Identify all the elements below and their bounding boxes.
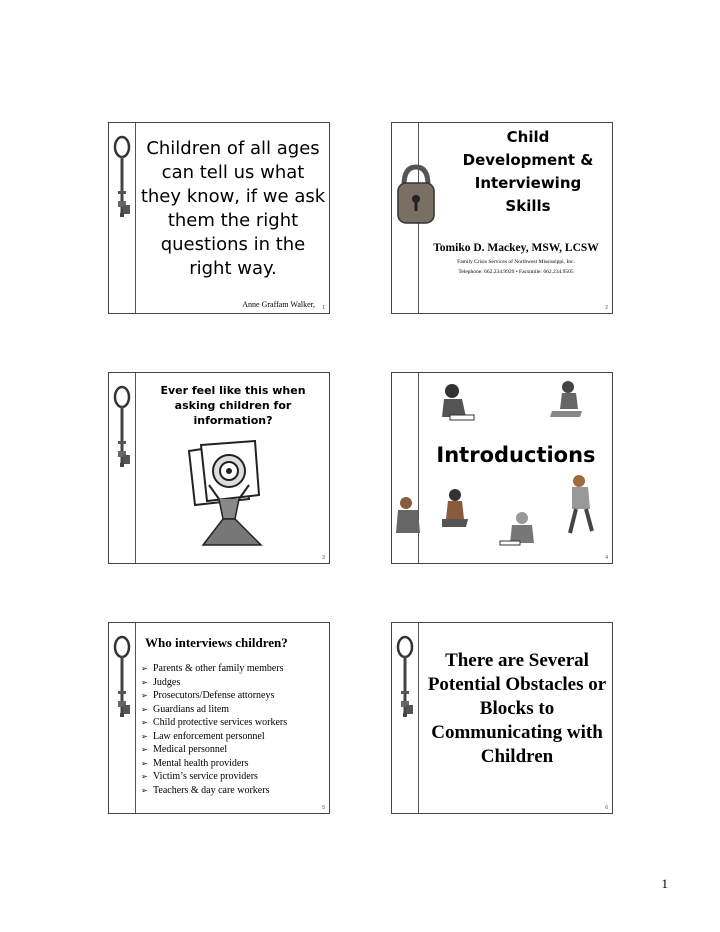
slide-1-attribution: Anne Graffam Walker, xyxy=(242,300,315,309)
padlock-strip xyxy=(392,123,419,313)
list-item: ➢ Prosecutors/Defense attorneys xyxy=(141,689,287,703)
slide-6 xyxy=(391,622,613,814)
key-icon xyxy=(109,381,135,481)
slide-2-org: Family Crisis Services of Northwest Mississippi, Inc. xyxy=(457,259,575,265)
slide-3-text: Ever feel like this when asking children for information? xyxy=(160,384,306,427)
slide-number: 5 xyxy=(322,805,325,811)
slide-number: 2 xyxy=(605,305,608,311)
slide-3 xyxy=(108,372,330,564)
key-icon xyxy=(392,631,418,731)
list-item: ➢ Mental health providers xyxy=(141,757,287,771)
slide-1-text: Children of all ages can tell us what they know, if we ask them the right questions in the right way. xyxy=(140,138,326,279)
slide-number: 6 xyxy=(605,805,608,811)
slide-2-presenter: Tomiko D. Mackey, MSW, LCSW xyxy=(433,242,599,254)
list-item: ➢ Parents & other family members xyxy=(141,662,287,676)
list-item: ➢ Teachers & day care workers xyxy=(141,784,287,798)
slide-4 xyxy=(391,372,613,564)
list-item: ➢ Medical personnel xyxy=(141,743,287,757)
slide-number: 3 xyxy=(322,555,325,561)
key-strip xyxy=(392,623,419,813)
key-strip xyxy=(109,623,136,813)
key-icon xyxy=(109,131,135,231)
interviewer-list xyxy=(141,662,287,797)
page-number: 1 xyxy=(661,876,668,891)
slide-2-title: Child Development & Interviewing Skills xyxy=(462,128,594,215)
slide-6-text: There are Several Potential Obstacles or Blocks to Communicating with Children xyxy=(427,650,607,767)
target-person-clipart xyxy=(179,439,279,549)
slide-2 xyxy=(391,122,613,314)
list-item: ➢ Child protective services workers xyxy=(141,716,287,730)
list-item: ➢ Law enforcement personnel xyxy=(141,730,287,744)
key-strip xyxy=(109,123,136,313)
slide-5 xyxy=(108,622,330,814)
slide-number: 1 xyxy=(322,305,325,311)
slide-1 xyxy=(108,122,330,314)
children-clipart xyxy=(392,373,613,564)
slide-number: 4 xyxy=(605,555,608,561)
list-item: ➢ Guardians ad litem xyxy=(141,703,287,717)
list-item: ➢ Judges xyxy=(141,676,287,690)
list-item: ➢ Victim’s service providers xyxy=(141,770,287,784)
padlock-icon xyxy=(396,163,436,233)
slide-2-contact: Telephone: 662.234.9929 • Facsimile: 662.234.9505 xyxy=(458,269,574,275)
key-strip xyxy=(109,373,136,563)
slide-4-title: Introductions xyxy=(436,443,596,467)
slide-5-title: Who interviews children? xyxy=(145,635,288,650)
key-icon xyxy=(109,631,135,731)
